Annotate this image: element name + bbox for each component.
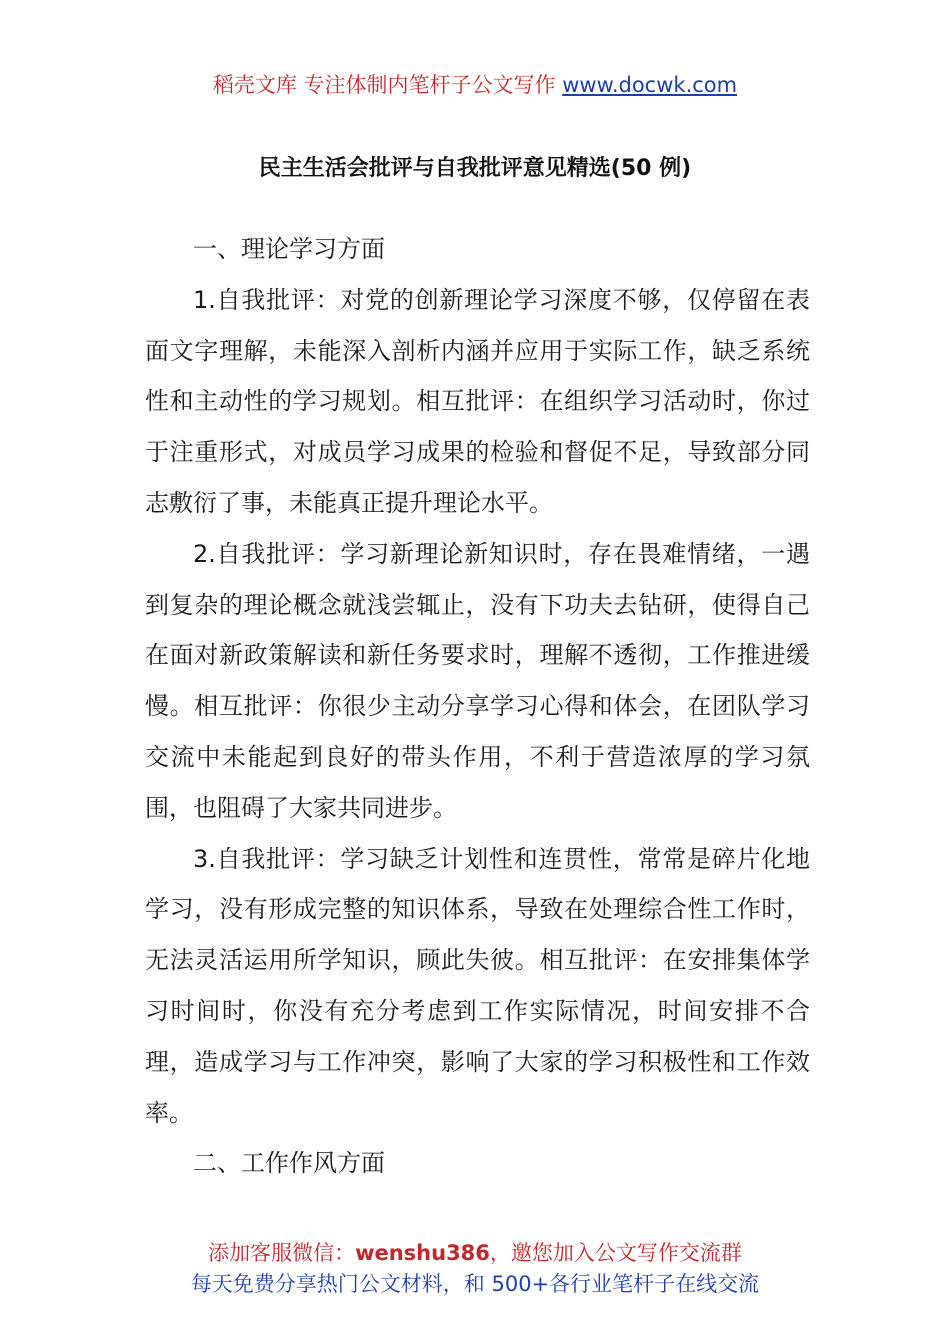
promo-footer <box>0 1238 950 1300</box>
paragraph-item-1: 1.自我批评：对党的创新理论学习深度不够，仅停留在表面文字理解，未能深入剖析内涵并应用于实际工作，缺乏系统性和主动性的学习规划。相互批评：在组织学习活动时，你过于注重形式，对成员学习成果的检验和督促不足，导致部分同志敷衍了事，未能真正提升理论水平。 <box>145 285 810 517</box>
footer-wechat-suffix: ，邀您加入公文写作交流群 <box>489 1241 742 1265</box>
footer-share-line: 每天免费分享热门公文材料，和 500+各行业笔杆子在线交流 <box>190 1272 760 1296</box>
document-title: 民主生活会批评与自我批评意见精选(50 例) <box>258 156 692 181</box>
section-heading-work-style: 二、工作作风方面 <box>193 1149 385 1178</box>
document-body <box>145 224 810 1189</box>
footer-wechat-prefix: 添加客服微信： <box>208 1241 356 1265</box>
header-brand-text: 稻壳文库 专注体制内笔杆子公文写作 <box>212 73 563 97</box>
footer-wechat-id: wenshu386 <box>355 1241 490 1265</box>
footer-wechat-line <box>0 1238 950 1269</box>
paragraph-item-3: 3.自我批评：学习缺乏计划性和连贯性，常常是碎片化地学习，没有形成完整的知识体系，导致在处理综合性工作时，无法灵活运用所学知识，顾此失彼。相互批评：在安排集体学习时间时，你没有充分考虑到工作实际情况，时间安排不合理，造成学习与工作冲突，影响了大家的学习积极性和工作效率。 <box>145 844 810 1127</box>
section-heading-theory: 一、理论学习方面 <box>193 235 385 263</box>
header-site-link[interactable]: www.docwk.com <box>562 73 738 97</box>
paragraph-item-2: 2.自我批评：学习新理论新知识时，存在畏难情绪，一遇到复杂的理论概念就浅尝辄止，没有下功夫去钻研，使得自己在面对新政策解读和新任务要求时，理解不透彻，工作推进缓慢。相互批评：你很少主动分享学习心得和体会，在团队学习交流中未能起到良好的带头作用，不利于营造浓厚的学习氛围，也阻碍了大家共同进步。 <box>145 539 810 822</box>
site-header <box>0 70 950 100</box>
